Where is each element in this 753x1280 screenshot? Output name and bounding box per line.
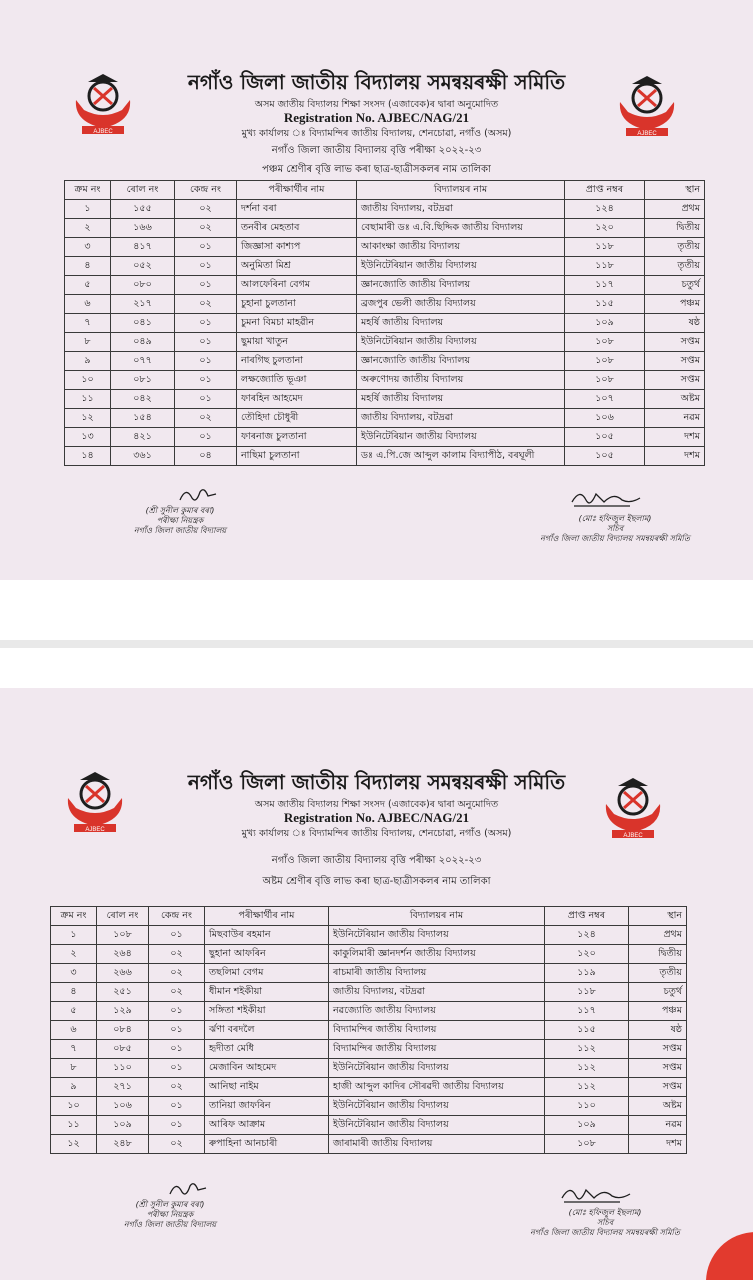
signer-role-left: পৰীক্ষা নিয়ন্ত্ৰক <box>156 516 204 525</box>
column-header: প্ৰাপ্ত নম্বৰ <box>545 907 629 926</box>
table-cell: ২৬৪ <box>97 945 149 964</box>
table-cell: মহৰ্ষি জাতীয় বিদ্যালয় <box>357 314 565 333</box>
table-cell: ০৪১ <box>111 314 175 333</box>
table-cell: ফাৰহিন আহমেদ <box>237 390 357 409</box>
table-cell: আলফেৰিনা বেগম <box>237 276 357 295</box>
table-cell: দ্বিতীয় <box>645 219 705 238</box>
table-cell: ১১০ <box>545 1097 629 1116</box>
signer-org-left: নগাঁও জিলা জাতীয় বিদ্যালয় <box>133 526 227 535</box>
table-cell: জ্ঞানজ্যোতি জাতীয় বিদ্যালয় <box>357 352 565 371</box>
signature-scribble-left <box>178 484 218 506</box>
table-cell: বিদ্যামন্দিৰ জাতীয় বিদ্যালয় <box>329 1040 545 1059</box>
document-sheet-class-8 <box>0 688 753 1280</box>
table-cell: জাতীয় বিদ্যালয়, বটদ্ৰৱা <box>357 200 565 219</box>
table-cell: সপ্তম <box>629 1078 687 1097</box>
table-cell: ছুমায়া খাতুন <box>237 333 357 352</box>
table-cell: সঙ্গিতা শইকীয়া <box>205 1002 329 1021</box>
table-cell: ০১ <box>175 333 237 352</box>
table-cell: আৰিফ আক্ৰাম <box>205 1116 329 1135</box>
table-cell: ১০৬ <box>97 1097 149 1116</box>
table-row <box>51 1116 687 1135</box>
signer-org-left: নগাঁও জিলা জাতীয় বিদ্যালয় <box>123 1220 217 1229</box>
page-gap <box>0 580 753 688</box>
table-cell: কাকুলিমাৰী জ্ঞানদৰ্শন জাতীয় বিদ্যালয় <box>329 945 545 964</box>
table-row <box>65 371 705 390</box>
table-cell: নৱজ্যোতি জাতীয় বিদ্যালয় <box>329 1002 545 1021</box>
table-row <box>51 1021 687 1040</box>
table-cell: ০২ <box>149 945 205 964</box>
signature-scribble-right <box>560 1184 632 1206</box>
table-row <box>65 390 705 409</box>
table-cell: আকাংক্ষা জাতীয় বিদ্যালয় <box>357 238 565 257</box>
table-row <box>65 257 705 276</box>
table-cell: ২ <box>51 945 97 964</box>
table-row <box>51 945 687 964</box>
table-cell: ৬ <box>51 1021 97 1040</box>
table-cell: ষষ্ঠ <box>645 314 705 333</box>
table-cell: ১১২ <box>545 1059 629 1078</box>
svg-text:AJBEC: AJBEC <box>623 833 643 839</box>
table-cell: ৫ <box>51 1002 97 1021</box>
column-header: পৰীক্ষাৰ্থীৰ নাম <box>237 181 357 200</box>
column-header: বিদ্যালয়ৰ নাম <box>357 181 565 200</box>
table-cell: সপ্তম <box>629 1040 687 1059</box>
table-row <box>51 1078 687 1097</box>
document-sheet-class-5 <box>0 0 753 580</box>
table-cell: ষষ্ঠ <box>629 1021 687 1040</box>
table-cell: হাজী আব্দুল কাদিৰ সৌৰৱদী জাতীয় বিদ্যালয় <box>329 1078 545 1097</box>
table-cell: ১১০ <box>97 1059 149 1078</box>
table-cell: ১১৫ <box>565 295 645 314</box>
table-cell: ৩ <box>51 964 97 983</box>
table-cell: ১১২ <box>545 1078 629 1097</box>
signer-name-left: (শ্ৰী সুনীল কুমাৰ বৰা) <box>135 1200 205 1209</box>
exam-title: নগাঁও জিলা জাতীয় বিদ্যালয় বৃত্তি পৰীক্ষা ২০২২-২৩ <box>271 145 482 156</box>
table-cell: ১০৯ <box>545 1116 629 1135</box>
table-cell: ১৪ <box>65 447 111 466</box>
table-header-row <box>65 181 705 200</box>
office-address: মুখ্য কাৰ্যালয় ঃ বিদ্যামন্দিৰ জাতীয় বিদ্যালয়, শেনচোৱা, নগাঁও (অসম) <box>241 128 512 139</box>
table-cell: চতুৰ্থ <box>645 276 705 295</box>
signer-org-right: নগাঁও জিলা জাতীয় বিদ্যালয় সমন্বয়ৰক্ষী সমিতি <box>530 1228 680 1237</box>
red-corner-shape <box>704 1228 753 1280</box>
table-cell: ১০৯ <box>97 1116 149 1135</box>
table-cell: অৰুণোদয় জাতীয় বিদ্যালয় <box>357 371 565 390</box>
table-cell: চুহানা চুলতানা <box>237 295 357 314</box>
signer-role-right: সচিব <box>596 1218 614 1227</box>
table-cell: ০২ <box>149 964 205 983</box>
table-cell: ০২ <box>175 409 237 428</box>
table-cell: ডঃ এ.পি.জে আব্দুল কালাম বিদ্যাপীঠ, বৰঘূলী <box>357 447 565 466</box>
signer-name-right: (মোঃ হফিজুল ইছলাম) <box>568 1208 642 1217</box>
table-cell: চুমনা বিমচা মাহৱীন <box>237 314 357 333</box>
table-cell: ১১৮ <box>565 238 645 257</box>
table-cell: ০৭৭ <box>111 352 175 371</box>
signature-scribble-left <box>168 1178 208 1200</box>
table-cell: ০১ <box>149 1002 205 1021</box>
table-cell: ১১ <box>65 390 111 409</box>
table-cell: ১১২ <box>545 1040 629 1059</box>
table-cell: ০১ <box>175 257 237 276</box>
table-cell: দ্বিতীয় <box>629 945 687 964</box>
table-cell: নৱম <box>629 1116 687 1135</box>
table-cell: প্ৰথম <box>629 926 687 945</box>
table-cell: সপ্তম <box>645 352 705 371</box>
table-cell: জিজ্ঞাসা কাশ্যপ <box>237 238 357 257</box>
table-cell: নাছিমা চুলতানা <box>237 447 357 466</box>
table-cell: ০৪৯ <box>111 333 175 352</box>
table-cell: ইউনিটেৰিয়ান জাতীয় বিদ্যালয় <box>329 1059 545 1078</box>
table-cell: ০৮০ <box>111 276 175 295</box>
table-cell: ১১৮ <box>565 257 645 276</box>
table-cell: দশম <box>645 447 705 466</box>
table-cell: ১৫৫ <box>111 200 175 219</box>
table-cell: ১২৯ <box>97 1002 149 1021</box>
results-table-class-8 <box>50 906 687 1154</box>
table-cell: ০১ <box>149 1021 205 1040</box>
table-cell: ৮ <box>51 1059 97 1078</box>
column-header: স্থান <box>645 181 705 200</box>
table-cell: ২৬৬ <box>97 964 149 983</box>
table-cell: সপ্তম <box>629 1059 687 1078</box>
table-cell: সপ্তম <box>645 371 705 390</box>
signature-left <box>100 1200 240 1230</box>
table-row <box>51 926 687 945</box>
svg-text:AJBEC: AJBEC <box>637 131 657 137</box>
table-cell: ১০৮ <box>565 333 645 352</box>
table-cell: চতুৰ্থ <box>629 983 687 1002</box>
table-cell: ১১ <box>51 1116 97 1135</box>
table-cell: ৪২১ <box>111 428 175 447</box>
table-cell: তছলিমা বেগম <box>205 964 329 983</box>
table-cell: ২ <box>65 219 111 238</box>
table-cell: ৩ <box>65 238 111 257</box>
table-row <box>65 352 705 371</box>
table-cell: জাৰামাৰী জাতীয় বিদ্যালয় <box>329 1135 545 1154</box>
table-cell: ০২ <box>175 200 237 219</box>
table-cell: নাৰগিছ চুলতানা <box>237 352 357 371</box>
table-cell: ৬ <box>65 295 111 314</box>
column-header: ৰোল নং <box>97 907 149 926</box>
table-cell: ৰাচমাৰী জাতীয় বিদ্যালয় <box>329 964 545 983</box>
table-cell: ০৮৪ <box>97 1021 149 1040</box>
table-row <box>65 428 705 447</box>
table-cell: ০১ <box>175 390 237 409</box>
column-header: স্থান <box>629 907 687 926</box>
table-row <box>65 295 705 314</box>
page-separator <box>0 640 753 648</box>
affiliation-line: অসম জাতীয় বিদ্যালয় শিক্ষা সংসদ (এজাবেক)ৰ দ্বাৰা অনুমোদিত <box>254 99 499 110</box>
table-cell: ৩৬১ <box>111 447 175 466</box>
table-cell: ০৫২ <box>111 257 175 276</box>
table-cell: প্ৰথম <box>645 200 705 219</box>
table-cell: ৰ্ঝণা বৰদলৈ <box>205 1021 329 1040</box>
table-cell: ১২০ <box>545 945 629 964</box>
office-address: মুখ্য কাৰ্যালয় ঃ বিদ্যামন্দিৰ জাতীয় বিদ্যালয়, শেনচোৱা, নগাঁও (অসম) <box>241 828 512 839</box>
table-row <box>65 314 705 333</box>
table-cell: ১ <box>65 200 111 219</box>
table-cell: তৃতীয় <box>629 964 687 983</box>
signer-name-left: (শ্ৰী সুনীল কুমাৰ বৰা) <box>145 506 215 515</box>
column-header: ক্ৰম নং <box>51 907 97 926</box>
table-row <box>65 238 705 257</box>
table-cell: ইউনিটেৰিয়ান জাতীয় বিদ্যালয় <box>329 1116 545 1135</box>
table-cell: ০১ <box>149 1116 205 1135</box>
logo-text: AJBEC <box>93 129 113 135</box>
table-cell: আনিছা নাইম <box>205 1078 329 1097</box>
table-cell: লক্ষজ্যোতি ভূঞা <box>237 371 357 390</box>
table-cell: ০১ <box>175 314 237 333</box>
table-cell: ৪ <box>51 983 97 1002</box>
org-title: নগাঁও জিলা জাতীয় বিদ্যালয় সমন্বয়ৰক্ষী সমিতি <box>187 770 566 794</box>
table-cell: দৰ্শনা বৰা <box>237 200 357 219</box>
table-row <box>51 1040 687 1059</box>
table-cell: ২৫১ <box>97 983 149 1002</box>
table-cell: পঞ্চম <box>645 295 705 314</box>
org-title: নগাঁও জিলা জাতীয় বিদ্যালয় সমন্বয়ৰক্ষী সমিতি <box>187 70 566 94</box>
list-title: পঞ্চম শ্ৰেণীৰ বৃত্তি লাভ কৰা ছাত্ৰ-ছাত্ৰীসকলৰ নাম তালিকা <box>262 164 491 175</box>
table-cell: ১০৮ <box>565 371 645 390</box>
table-cell: ১৩ <box>65 428 111 447</box>
table-cell: ৮ <box>65 333 111 352</box>
signature-scribble-right <box>570 488 642 510</box>
table-row <box>51 983 687 1002</box>
table-row <box>65 219 705 238</box>
table-cell: ০৪ <box>175 447 237 466</box>
table-cell: পঞ্চম <box>629 1002 687 1021</box>
signature-right <box>520 514 710 544</box>
table-cell: ১০ <box>51 1097 97 1116</box>
table-cell: ১০৯ <box>565 314 645 333</box>
signature-right <box>510 1208 700 1238</box>
table-cell: তানিয়া জাফৰিন <box>205 1097 329 1116</box>
table-cell: অষ্টম <box>645 390 705 409</box>
table-cell: ০২ <box>175 295 237 314</box>
table-cell: মেজাবিন আহমেদ <box>205 1059 329 1078</box>
table-cell: ০২ <box>149 1078 205 1097</box>
table-cell: ০১ <box>175 276 237 295</box>
column-header: প্ৰাপ্ত নম্বৰ <box>565 181 645 200</box>
table-cell: ৫ <box>65 276 111 295</box>
table-cell: দশম <box>645 428 705 447</box>
table-cell: দশম <box>629 1135 687 1154</box>
table-row <box>65 409 705 428</box>
table-cell: ১২৪ <box>545 926 629 945</box>
signer-role-right: সচিব <box>606 524 624 533</box>
table-cell: ইউনিটেৰিয়ান জাতীয় বিদ্যালয় <box>357 428 565 447</box>
table-cell: ১০৬ <box>565 409 645 428</box>
table-cell: ০১ <box>149 1097 205 1116</box>
table-row <box>65 276 705 295</box>
results-table-class-5 <box>64 180 705 466</box>
table-cell: তনবীৰ মেহতাব <box>237 219 357 238</box>
table-cell: ২৪৮ <box>97 1135 149 1154</box>
affiliation-line: অসম জাতীয় বিদ্যালয় শিক্ষা সংসদ (এজাবেক)ৰ দ্বাৰা অনুমোদিত <box>254 799 499 810</box>
table-cell: ১০৭ <box>565 390 645 409</box>
table-row <box>51 1135 687 1154</box>
table-cell: ২৭১ <box>97 1078 149 1097</box>
table-cell: ০৪২ <box>111 390 175 409</box>
table-cell: ২১৭ <box>111 295 175 314</box>
table-cell: বিদ্যামন্দিৰ জাতীয় বিদ্যালয় <box>329 1021 545 1040</box>
table-cell: ১০৫ <box>565 428 645 447</box>
table-cell: ১২ <box>51 1135 97 1154</box>
table-cell: ৭ <box>65 314 111 333</box>
table-cell: ০১ <box>149 1040 205 1059</box>
table-cell: ব্ৰজপুৰ ভেলী জাতীয় বিদ্যালয় <box>357 295 565 314</box>
table-row <box>65 200 705 219</box>
table-cell: ৪ <box>65 257 111 276</box>
table-cell: ৭ <box>51 1040 97 1059</box>
table-cell: জাতীয় বিদ্যালয়, বটদ্ৰৱা <box>329 983 545 1002</box>
table-header-row <box>51 907 687 926</box>
table-cell: ১১৭ <box>545 1002 629 1021</box>
table-cell: ফাৰনাজ চুলতানা <box>237 428 357 447</box>
table-row <box>65 333 705 352</box>
table-cell: ০১ <box>175 428 237 447</box>
table-cell: ০৮১ <box>111 371 175 390</box>
signer-org-right: নগাঁও জিলা জাতীয় বিদ্যালয় সমন্বয়ৰক্ষী সমিতি <box>540 534 690 543</box>
table-cell: হৃদীতা মেধি <box>205 1040 329 1059</box>
table-cell: ১১৫ <box>545 1021 629 1040</box>
signer-role-left: পৰীক্ষা নিয়ন্ত্ৰক <box>146 1210 194 1219</box>
table-cell: ০১ <box>149 1059 205 1078</box>
table-cell: ১০৫ <box>565 447 645 466</box>
table-cell: ইউনিটেৰিয়ান জাতীয় বিদ্যালয় <box>357 257 565 276</box>
table-cell: ০২ <box>149 983 205 1002</box>
table-cell: ইউনিটেৰিয়ান জাতীয় বিদ্যালয় <box>329 926 545 945</box>
table-cell: ০২ <box>149 1135 205 1154</box>
list-title: অষ্টম শ্ৰেণীৰ বৃত্তি লাভ কৰা ছাত্ৰ-ছাত্ৰীসকলৰ নাম তালিকা <box>262 876 491 887</box>
table-cell: ১৫৪ <box>111 409 175 428</box>
column-header: পৰীক্ষাৰ্থীৰ নাম <box>205 907 329 926</box>
table-cell: সপ্তম <box>645 333 705 352</box>
table-cell: ০১ <box>175 352 237 371</box>
table-cell: ৯ <box>51 1078 97 1097</box>
table-cell: ১২৪ <box>565 200 645 219</box>
table-cell: ১২০ <box>565 219 645 238</box>
table-cell: ১০ <box>65 371 111 390</box>
table-cell: ০১ <box>175 371 237 390</box>
signer-name-right: (মোঃ হফিজুল ইছলাম) <box>578 514 652 523</box>
table-cell: ১৬৬ <box>111 219 175 238</box>
table-row <box>51 1002 687 1021</box>
signature-left <box>110 506 250 536</box>
registration-number: Registration No. AJBEC/NAG/21 <box>283 810 470 825</box>
table-cell: ৰুপাহিনা আনচাৰী <box>205 1135 329 1154</box>
table-cell: ১০৮ <box>565 352 645 371</box>
exam-title: নগাঁও জিলা জাতীয় বিদ্যালয় বৃত্তি পৰীক্ষা ২০২২-২৩ <box>271 855 482 866</box>
column-header: ৰোল নং <box>111 181 175 200</box>
table-cell: ধীমান শইকীয়া <box>205 983 329 1002</box>
table-row <box>51 1059 687 1078</box>
table-cell: মিছবাউৰ ৰহমান <box>205 926 329 945</box>
table-row <box>51 1097 687 1116</box>
table-cell: ০৮৫ <box>97 1040 149 1059</box>
table-cell: ১০৮ <box>97 926 149 945</box>
registration-number: Registration No. AJBEC/NAG/21 <box>283 110 470 125</box>
svg-text:AJBEC: AJBEC <box>85 827 105 833</box>
column-header: কেন্দ্ৰ নং <box>149 907 205 926</box>
table-cell: ১১৯ <box>545 964 629 983</box>
table-cell: তৃতীয় <box>645 238 705 257</box>
column-header: বিদ্যালয়ৰ নাম <box>329 907 545 926</box>
table-cell: অষ্টম <box>629 1097 687 1116</box>
table-cell: ১২ <box>65 409 111 428</box>
table-cell: ছুহানা আফৰিন <box>205 945 329 964</box>
table-cell: ৯ <box>65 352 111 371</box>
table-cell: ইউনিটেৰিয়ান জাতীয় বিদ্যালয় <box>329 1097 545 1116</box>
table-cell: নৱম <box>645 409 705 428</box>
table-cell: মহৰ্ষি জাতীয় বিদ্যালয় <box>357 390 565 409</box>
table-cell: ১১৮ <box>545 983 629 1002</box>
column-header: ক্ৰম নং <box>65 181 111 200</box>
table-cell: ০১ <box>175 238 237 257</box>
table-cell: ১১৭ <box>565 276 645 295</box>
table-cell: ৪১৭ <box>111 238 175 257</box>
table-cell: অনুমিতা মিশ্ৰ <box>237 257 357 276</box>
table-cell: তৃতীয় <box>645 257 705 276</box>
table-cell: বেছামাৰী ডঃ এ.বি.ছিদ্দিক জাতীয় বিদ্যালয় <box>357 219 565 238</box>
table-cell: তৌহিদা চৌধুৰী <box>237 409 357 428</box>
table-cell: জাতীয় বিদ্যালয়, বটদ্ৰৱা <box>357 409 565 428</box>
table-cell: ইউনিটেৰিয়ান জাতীয় বিদ্যালয় <box>357 333 565 352</box>
table-cell: ০১ <box>149 926 205 945</box>
table-cell: ০২ <box>175 219 237 238</box>
table-cell: ১ <box>51 926 97 945</box>
column-header: কেন্দ্ৰ নং <box>175 181 237 200</box>
table-cell: ১০৮ <box>545 1135 629 1154</box>
table-row <box>65 447 705 466</box>
table-cell: জ্ঞানজ্যোতি জাতীয় বিদ্যালয় <box>357 276 565 295</box>
table-row <box>51 964 687 983</box>
